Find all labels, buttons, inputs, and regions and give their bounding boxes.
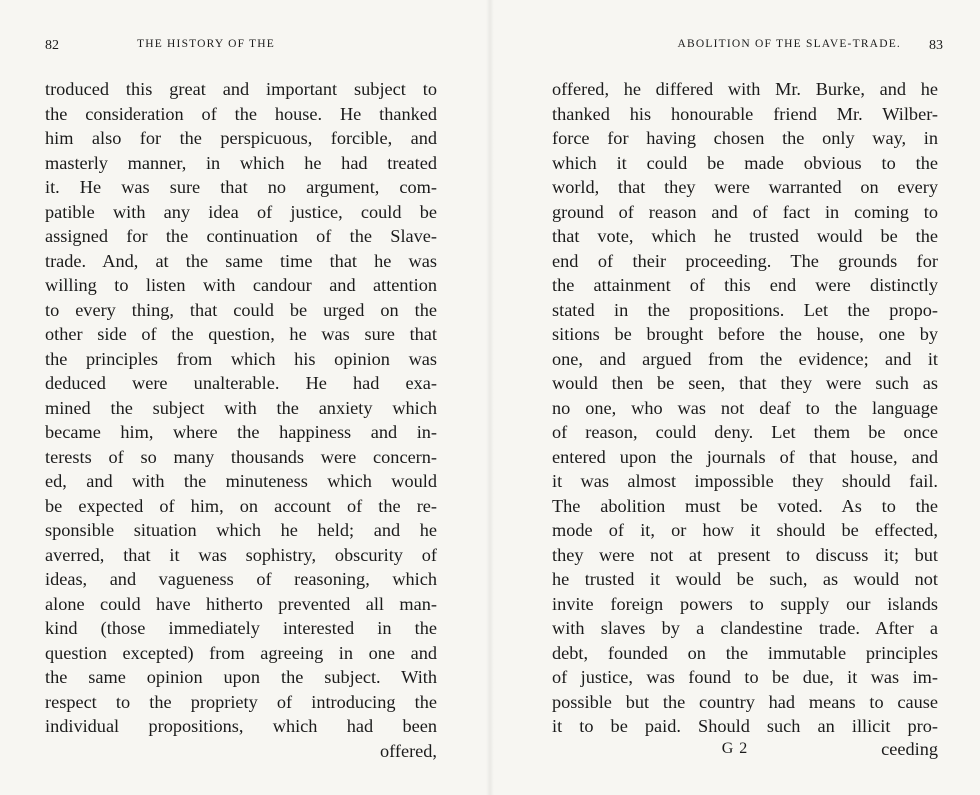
- text-line: with slaves by a clandestine trade. After a: [552, 618, 938, 638]
- text-line: no one, who was not deaf to the language: [552, 397, 938, 418]
- text-line: he trusted it would be such, as would not: [552, 569, 938, 589]
- right-page-header: [545, 38, 943, 60]
- text-line: of justice, was found to be due, it was im-: [552, 667, 938, 687]
- text-line: mode of it, or how it should be effected,: [552, 520, 938, 540]
- text-line: force for having chosen the only way, in: [552, 128, 938, 148]
- signature-mark: G 2: [721, 740, 749, 757]
- text-line: they were not at present to discuss it; but: [552, 544, 938, 565]
- text-line: masterly manner, in which he had treated: [45, 152, 437, 173]
- text-line: the consideration of the house. He thanked: [45, 103, 437, 124]
- text-line: The abolition must be voted. As to the: [552, 495, 938, 516]
- text-line: ideas, and vagueness of reasoning, which: [45, 569, 437, 589]
- text-line: kind (those immediately interested in the: [45, 618, 437, 638]
- text-line: that vote, which he trusted would be the: [552, 226, 938, 246]
- text-line: the principles from which his opinion was: [45, 348, 437, 369]
- text-line: ed, and with the minuteness which would: [45, 471, 437, 491]
- text-line: entered upon the journals of that house, and: [552, 446, 938, 467]
- text-line: would then be seen, that they were such as: [552, 373, 938, 393]
- text-line: possible but the country had means to cause: [552, 691, 938, 712]
- right-page: [490, 0, 980, 795]
- text-line: respect to the propriety of introducing the: [45, 691, 437, 712]
- text-line: which it could be made obvious to the: [552, 152, 938, 173]
- text-line: patible with any idea of justice, could be: [45, 201, 437, 222]
- text-line: to every thing, that could be urged on the: [45, 299, 437, 320]
- text-line: one, and argued from the evidence; and it: [552, 348, 938, 369]
- text-line: deduced were unalterable. He had exa-: [45, 373, 437, 393]
- text-line: became him, where the happiness and in-: [45, 422, 437, 442]
- text-line: trade. And, at the same time that he was: [45, 250, 437, 271]
- text-line: mined the subject with the anxiety which: [45, 397, 437, 418]
- text-line: offered, he differed with Mr. Burke, and he: [552, 79, 938, 99]
- left-running-head: THE HISTORY OF THE: [137, 38, 275, 50]
- text-line: of reason, could deny. Let them be once: [552, 422, 938, 442]
- text-line: world, that they were warranted on every: [552, 177, 938, 197]
- right-page-footer: [552, 737, 938, 762]
- text-line: troduced this great and important subject to: [45, 79, 437, 99]
- right-running-head: ABOLITION OF THE SLAVE-TRADE.: [677, 38, 901, 50]
- text-line: averred, that it was sophistry, obscurity of: [45, 544, 437, 565]
- text-line: stated in the propositions. Let the propo-: [552, 299, 938, 320]
- left-page-header: [45, 38, 445, 60]
- text-line: the attainment of this end were distinctly: [552, 275, 938, 295]
- left-page-number: 82: [45, 38, 59, 53]
- text-line: question excepted) from agreeing in one and: [45, 642, 437, 663]
- text-line: terests of so many thousands were concern-: [45, 446, 437, 467]
- text-line: assigned for the continuation of the Slave-: [45, 226, 437, 246]
- text-line: ground of reason and of fact in coming to: [552, 201, 938, 222]
- left-catchword: offered,: [379, 740, 437, 761]
- text-line: invite foreign powers to supply our islands: [552, 593, 938, 614]
- text-line: sitions be brought before the house, one by: [552, 324, 938, 344]
- right-catchword: ceeding: [881, 739, 938, 759]
- text-line: him also for the perspicuous, forcible, and: [45, 128, 437, 148]
- text-line: it was almost impossible they should fail.: [552, 471, 938, 491]
- text-line: the same opinion upon the subject. With: [45, 667, 437, 687]
- text-line: individual propositions, which had been: [45, 716, 437, 736]
- text-line: be expected of him, on account of the re-: [45, 495, 437, 516]
- left-page-text: [45, 77, 437, 763]
- text-line: sponsible situation which he held; and he: [45, 520, 437, 540]
- text-line: other side of the question, he was sure that: [45, 324, 437, 344]
- text-line: debt, founded on the immutable principles: [552, 642, 938, 663]
- text-line: it to be paid. Should such an illicit pro-: [552, 716, 938, 736]
- text-line: it. He was sure that no argument, com-: [45, 177, 437, 197]
- right-page-number: 83: [929, 38, 943, 53]
- text-line: thanked his honourable friend Mr. Wilber-: [552, 103, 938, 124]
- text-line: end of their proceeding. The grounds for: [552, 250, 938, 271]
- text-line: willing to listen with candour and attention: [45, 275, 437, 295]
- text-line: alone could have hitherto prevented all man-: [45, 593, 437, 614]
- right-page-text: [552, 77, 938, 739]
